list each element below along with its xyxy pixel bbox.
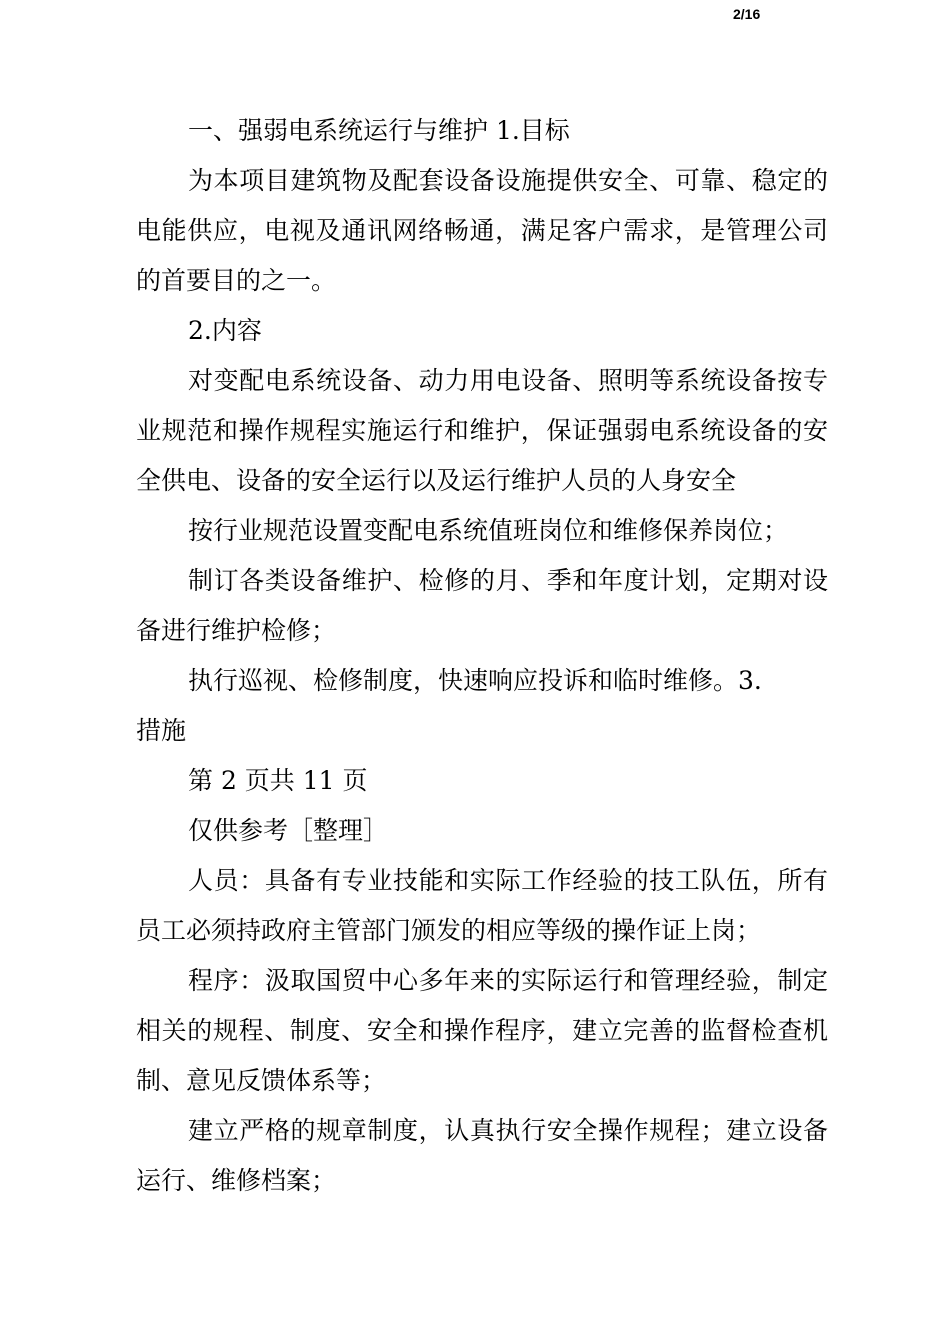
- page-footer-paragraph: 第 2 页共 11 页: [188, 766, 368, 795]
- reference-note-paragraph: 仅供参考［整理］: [188, 816, 389, 845]
- maintenance-plan-paragraph: 制订各类设备维护、检修的月、季和年度计划，定期对设备进行维护检修；: [136, 566, 828, 645]
- page-indicator: 2/16: [733, 6, 761, 22]
- duty-post-paragraph: 按行业规范设置变配电系统值班岗位和维修保养岗位；: [188, 516, 789, 545]
- inspection-paragraph: 执行巡视、检修制度，快速响应投诉和临时维修。3.: [188, 666, 762, 695]
- content-heading-paragraph: 2.内容: [188, 316, 262, 345]
- content-paragraph: 对变配电系统设备、动力用电设备、照明等系统设备按专业规范和操作规程实施运行和维护，保证强弱电系统设备的安全供电、设备的安全运行以及运行维护人员的人身安全: [136, 366, 828, 495]
- goal-paragraph: 为本项目建筑物及配套设备设施提供安全、可靠、稳定的电能供应，电视及通讯网络畅通，满足客户需求，是管理公司的首要目的之一。: [136, 166, 828, 295]
- document-body: [136, 106, 828, 1206]
- measures-heading-paragraph: 措施: [136, 716, 187, 745]
- procedure-paragraph: 程序：汲取国贸中心多年来的实际运行和管理经验，制定相关的规程、制度、安全和操作程序，建立完善的监督检查机制、意见反馈体系等；: [136, 966, 828, 1095]
- section-heading-paragraph: 一、强弱电系统运行与维护 1.目标: [188, 116, 570, 145]
- personnel-paragraph: 人员：具备有专业技能和实际工作经验的技工队伍，所有员工必须持政府主管部门颁发的相应等级的操作证上岗；: [136, 866, 828, 945]
- regulations-paragraph: 建立严格的规章制度，认真执行安全操作规程；建立设备运行、维修档案；: [136, 1116, 828, 1195]
